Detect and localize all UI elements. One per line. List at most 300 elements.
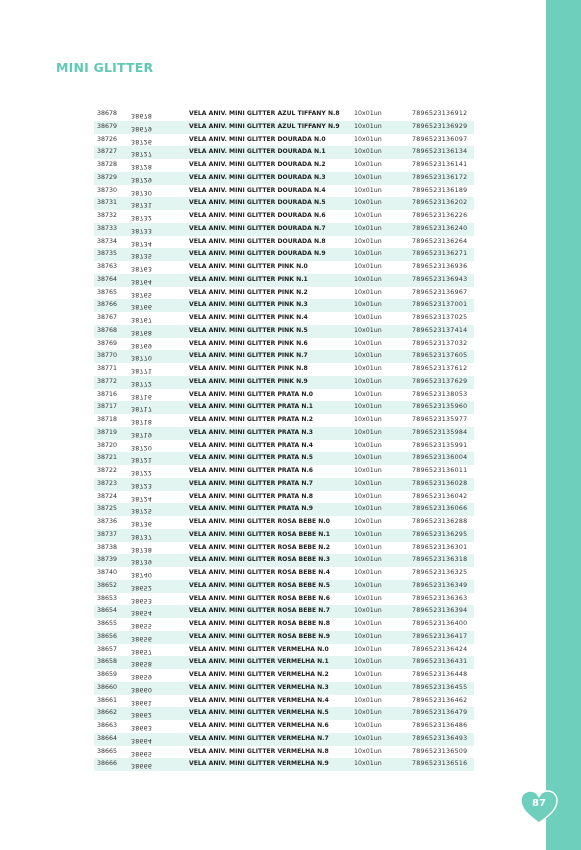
product-code: 38733 [97,224,118,232]
product-table [94,108,474,771]
table-row [94,580,474,593]
pack-size: 10x01un [354,416,382,423]
product-description: VELA ANIV. MINI GLITTER PINK N.1 [189,275,308,283]
product-code: 38653 [97,594,118,602]
pack-size: 10x01un [354,467,382,474]
table-row [94,529,474,542]
pack-size: 10x01un [354,658,382,666]
mirrored-code: 38731 [131,201,153,208]
product-description: VELA ANIV. MINI GLITTER VERMELHA N.3 [189,683,329,691]
product-code: 38731 [97,199,118,207]
ean-code: 7896523136400 [412,620,468,627]
product-description: VELA ANIV. MINI GLITTER VERMELHA N.5 [189,709,329,717]
mirrored-code: 38678 [131,111,153,119]
table-row [94,695,474,708]
mirrored-code: 38728 [131,162,153,170]
table-row [94,325,474,338]
pack-size: 10x01un [354,428,382,436]
ean-code: 7896523136417 [412,632,468,640]
table-row [94,593,474,606]
table-row [94,733,474,746]
pack-size: 10x01un [354,594,382,602]
pack-size: 10x01un [354,454,382,462]
mirrored-code: 38765 [131,290,153,298]
product-description: VELA ANIV. MINI GLITTER PRATA N.3 [189,428,314,436]
ean-code: 7896523137612 [412,365,468,372]
product-description: VELA ANIV. MINI GLITTER VERMELHA N.1 [189,658,329,666]
product-code: 38740 [97,569,118,576]
ean-code: 7896523136516 [412,760,468,768]
mirrored-code: 38721 [131,456,153,463]
product-code: 38726 [97,135,118,143]
pack-size: 10x01un [354,110,382,117]
pack-size: 10x01un [354,186,382,194]
table-row [94,274,474,287]
mirrored-code: 38716 [131,392,153,400]
mirrored-code: 38653 [131,596,153,604]
table-row [94,401,474,414]
pack-size: 10x01un [354,556,382,564]
product-code: 38660 [97,683,118,691]
product-description: VELA ANIV. MINI GLITTER PINK N.8 [189,365,308,372]
product-code: 38739 [97,556,118,564]
product-description: VELA ANIV. MINI GLITTER DOURADA N.8 [189,237,326,245]
product-code: 38665 [97,747,118,755]
mirrored-code: 38723 [131,481,153,489]
product-code: 38662 [97,709,118,717]
pack-size: 10x01un [354,250,382,258]
product-code: 38719 [97,428,118,436]
product-description: VELA ANIV. MINI GLITTER PRATA N.5 [189,454,314,462]
pack-size: 10x01un [354,505,382,513]
pack-size: 10x01un [354,173,382,181]
product-description: VELA ANIV. MINI GLITTER DOURADA N.6 [189,212,326,219]
mirrored-code: 38768 [131,328,153,336]
product-code: 38654 [97,607,118,615]
product-code: 38722 [97,467,118,474]
mirrored-code: 38740 [131,570,153,578]
ean-code: 7896523136967 [412,288,468,296]
mirrored-code: 38736 [131,519,153,527]
table-row [94,440,474,453]
pack-size: 10x01un [354,199,382,207]
mirrored-code: 38656 [131,634,153,642]
product-description: VELA ANIV. MINI GLITTER ROSA BEBE N.8 [189,620,330,627]
pack-size: 10x01un [354,390,382,398]
side-accent-bar [546,0,581,850]
pack-size: 10x01un [354,339,382,347]
product-description: VELA ANIV. MINI GLITTER PRATA N.4 [189,441,314,449]
ean-code: 7896523136912 [412,110,468,117]
mirrored-code: 38764 [131,277,153,285]
pack-size: 10x01un [354,403,382,411]
table-row [94,236,474,249]
mirrored-code: 38724 [131,494,153,502]
product-code: 38769 [97,339,118,347]
table-row [94,491,474,504]
pack-size: 10x01un [354,224,382,232]
product-code: 38717 [97,403,118,411]
product-description: VELA ANIV. MINI GLITTER PRATA N.7 [189,479,314,487]
table-row [94,312,474,325]
ean-code: 7896523137605 [412,352,468,360]
pack-size: 10x01un [354,275,382,283]
ean-code: 7896523136004 [412,454,468,462]
product-description: VELA ANIV. MINI GLITTER VERMELHA N.6 [189,722,329,729]
mirrored-code: 38718 [131,417,153,425]
pack-size: 10x01un [354,581,382,589]
ean-code: 7896523136394 [412,607,468,615]
pack-size: 10x01un [354,212,382,219]
ean-code: 7896523136455 [412,683,468,691]
table-row [94,452,474,465]
product-description: VELA ANIV. MINI GLITTER DOURADA N.2 [189,161,326,168]
product-description: VELA ANIV. MINI GLITTER DOURADA N.0 [189,135,326,143]
product-code: 38718 [97,416,118,423]
product-code: 38767 [97,314,118,321]
mirrored-code: 38720 [131,443,153,451]
mirrored-code: 38730 [131,188,153,196]
mirrored-code: 38663 [131,723,153,731]
product-code: 38657 [97,645,118,653]
mirrored-code: 38770 [131,354,153,361]
product-description: VELA ANIV. MINI GLITTER AZUL TIFFANY N.9 [189,122,340,130]
table-row [94,682,474,695]
product-description: VELA ANIV. MINI GLITTER PRATA N.1 [189,403,314,411]
pack-size: 10x01un [354,135,382,143]
ean-code: 7896523135991 [412,441,468,449]
product-code: 38763 [97,263,118,270]
mirrored-code: 38726 [131,137,153,145]
product-code: 38765 [97,288,118,296]
ean-code: 7896523136479 [412,709,468,717]
product-code: 38656 [97,632,118,640]
product-description: VELA ANIV. MINI GLITTER PINK N.4 [189,314,308,321]
mirrored-code: 38763 [131,264,153,272]
table-row [94,669,474,682]
ean-code: 7896523136363 [412,594,468,602]
pack-size: 10x01un [354,645,382,653]
mirrored-code: 38660 [131,685,153,693]
product-description: VELA ANIV. MINI GLITTER PRATA N.9 [189,505,314,513]
ean-code: 7896523136264 [412,237,468,245]
pack-size: 10x01un [354,326,382,334]
mirrored-code: 38717 [131,405,153,412]
product-code: 38771 [97,365,118,372]
ean-code: 7896523136431 [412,658,468,666]
pack-size: 10x01un [354,569,382,576]
table-row [94,121,474,134]
ean-code: 7896523136325 [412,569,468,576]
ean-code: 7896523136011 [412,467,468,474]
product-code: 38728 [97,161,118,168]
pack-size: 10x01un [354,620,382,627]
ean-code: 7896523136172 [412,173,468,181]
ean-code: 7896523135984 [412,428,468,436]
product-code: 38737 [97,530,118,538]
table-row [94,618,474,631]
product-code: 38764 [97,275,118,283]
mirrored-code: 38772 [131,379,153,387]
section-heading: MINI GLITTER [56,60,154,75]
pack-size: 10x01un [354,301,382,309]
pack-size: 10x01un [354,696,382,704]
product-description: VELA ANIV. MINI GLITTER ROSA BEBE N.0 [189,518,330,525]
table-row [94,261,474,274]
ean-code: 7896523136226 [412,212,468,219]
product-code: 38730 [97,186,118,194]
pack-size: 10x01un [354,288,382,296]
table-row [94,146,474,159]
product-description: VELA ANIV. MINI GLITTER VERMELHA N.7 [189,734,329,742]
pack-size: 10x01un [354,671,382,678]
pack-size: 10x01un [354,734,382,742]
mirrored-code: 38661 [131,698,153,706]
table-row [94,503,474,516]
mirrored-code: 38665 [131,749,153,757]
product-description: VELA ANIV. MINI GLITTER PINK N.3 [189,301,308,309]
ean-code: 7896523136318 [412,556,468,564]
product-description: VELA ANIV. MINI GLITTER VERMELHA N.4 [189,696,329,704]
ean-code: 7896523136134 [412,148,468,156]
mirrored-code: 38658 [131,660,153,667]
ean-code: 7896523135977 [412,416,468,423]
table-row [94,758,474,771]
product-description: VELA ANIV. MINI GLITTER PINK N.5 [189,326,308,334]
product-description: VELA ANIV. MINI GLITTER DOURADA N.9 [189,250,326,258]
mirrored-code: 38734 [131,239,153,247]
ean-code: 7896523137032 [412,339,468,347]
page-number-badge [520,790,558,824]
product-code: 38723 [97,479,118,487]
table-row [94,389,474,402]
product-code: 38736 [97,518,118,525]
mirrored-code: 38659 [131,672,153,680]
product-description: VELA ANIV. MINI GLITTER VERMELHA N.8 [189,747,329,755]
product-description: VELA ANIV. MINI GLITTER PRATA N.0 [189,390,314,398]
table-row [94,248,474,261]
pack-size: 10x01un [354,479,382,487]
mirrored-code: 38666 [131,762,153,769]
table-row [94,210,474,223]
product-code: 38768 [97,326,118,334]
ean-code: 7896523136486 [412,722,468,729]
ean-code: 7896523136288 [412,518,468,525]
pack-size: 10x01un [354,161,382,168]
ean-code: 7896523136271 [412,250,468,258]
mirrored-code: 38733 [131,226,153,234]
mirrored-code: 38729 [131,175,153,183]
pack-size: 10x01un [354,760,382,768]
product-code: 38664 [97,734,118,742]
product-code: 38663 [97,722,118,729]
table-row [94,197,474,210]
product-code: 38716 [97,390,118,398]
product-description: VELA ANIV. MINI GLITTER PINK N.9 [189,377,308,385]
pack-size: 10x01un [354,352,382,360]
table-row [94,427,474,440]
ean-code: 7896523136028 [412,479,468,487]
mirrored-code: 38652 [131,583,153,591]
pack-size: 10x01un [354,263,382,270]
product-description: VELA ANIV. MINI GLITTER ROSA BEBE N.6 [189,594,330,602]
ean-code: 7896523135960 [412,403,468,411]
product-description: VELA ANIV. MINI GLITTER PINK N.7 [189,352,308,360]
ean-code: 7896523137629 [412,377,468,385]
ean-code: 7896523137414 [412,326,468,334]
product-code: 38738 [97,543,118,551]
mirrored-code: 38655 [131,621,153,629]
pack-size: 10x01un [354,148,382,156]
product-code: 38655 [97,620,118,627]
product-code: 38770 [97,352,118,360]
table-row [94,746,474,759]
mirrored-code: 38767 [131,315,153,323]
pack-size: 10x01un [354,518,382,525]
table-row [94,656,474,669]
product-code: 38659 [97,671,118,678]
pack-size: 10x01un [354,365,382,372]
pack-size: 10x01un [354,683,382,691]
pack-size: 10x01un [354,237,382,245]
ean-code: 7896523136462 [412,696,468,704]
pack-size: 10x01un [354,441,382,449]
pack-size: 10x01un [354,709,382,717]
ean-code: 7896523136301 [412,543,468,551]
table-row [94,414,474,427]
product-code: 38666 [97,760,118,768]
page-number: 87 [532,798,546,809]
product-description: VELA ANIV. MINI GLITTER ROSA BEBE N.7 [189,607,330,615]
table-row [94,707,474,720]
table-row [94,223,474,236]
table-row [94,567,474,580]
product-description: VELA ANIV. MINI GLITTER DOURADA N.1 [189,148,326,156]
mirrored-code: 38662 [131,711,153,718]
ean-code: 7896523136448 [412,671,468,678]
product-code: 38678 [97,110,118,117]
mirrored-code: 38725 [131,507,153,514]
ean-code: 7896523136295 [412,530,468,538]
product-code: 38724 [97,492,118,500]
pack-size: 10x01un [354,632,382,640]
table-row [94,478,474,491]
table-row [94,134,474,147]
mirrored-code: 38735 [131,252,153,259]
product-description: VELA ANIV. MINI GLITTER DOURADA N.7 [189,224,326,232]
product-description: VELA ANIV. MINI GLITTER DOURADA N.5 [189,199,326,207]
product-code: 38721 [97,454,118,462]
table-row [94,185,474,198]
table-row [94,338,474,351]
table-row [94,299,474,312]
ean-code: 7896523136424 [412,645,468,653]
product-code: 38652 [97,581,118,589]
mirrored-code: 38738 [131,545,153,553]
table-row [94,350,474,363]
ean-code: 7896523136493 [412,734,468,742]
ean-code: 7896523137001 [412,301,468,309]
product-code: 38772 [97,377,118,385]
product-description: VELA ANIV. MINI GLITTER PINK N.0 [189,263,308,270]
table-row [94,363,474,376]
product-description: VELA ANIV. MINI GLITTER PRATA N.2 [189,416,314,423]
mirrored-code: 38771 [131,366,153,374]
product-description: VELA ANIV. MINI GLITTER AZUL TIFFANY N.8 [189,110,340,117]
table-row [94,720,474,733]
mirrored-code: 38654 [131,609,153,616]
table-row [94,631,474,644]
mirrored-code: 38739 [131,558,153,565]
ean-code: 7896523138053 [412,390,468,398]
product-description: VELA ANIV. MINI GLITTER DOURADA N.4 [189,186,326,194]
product-description: VELA ANIV. MINI GLITTER PRATA N.8 [189,492,314,500]
product-description: VELA ANIV. MINI GLITTER PINK N.6 [189,339,308,347]
mirrored-code: 38766 [131,303,153,310]
table-row [94,108,474,121]
product-code: 38735 [97,250,118,258]
table-row [94,376,474,389]
pack-size: 10x01un [354,492,382,500]
ean-code: 7896523136349 [412,581,468,589]
ean-code: 7896523136141 [412,161,468,168]
product-description: VELA ANIV. MINI GLITTER ROSA BEBE N.1 [189,530,330,538]
pack-size: 10x01un [354,722,382,729]
ean-code: 7896523136042 [412,492,468,500]
ean-code: 7896523136929 [412,122,468,130]
table-row [94,644,474,657]
product-code: 38725 [97,505,118,513]
ean-code: 7896523136943 [412,275,468,283]
table-row [94,287,474,300]
product-description: VELA ANIV. MINI GLITTER DOURADA N.3 [189,173,326,181]
mirrored-code: 38722 [131,468,153,476]
product-code: 38732 [97,212,118,219]
product-description: VELA ANIV. MINI GLITTER ROSA BEBE N.5 [189,581,330,589]
pack-size: 10x01un [354,543,382,551]
product-description: VELA ANIV. MINI GLITTER ROSA BEBE N.4 [189,569,330,576]
mirrored-code: 38737 [131,532,153,540]
product-code: 38658 [97,658,118,666]
product-description: VELA ANIV. MINI GLITTER ROSA BEBE N.2 [189,543,330,551]
product-description: VELA ANIV. MINI GLITTER VERMELHA N.9 [189,760,329,768]
mirrored-code: 38727 [131,150,153,157]
ean-code: 7896523136202 [412,199,468,207]
table-row [94,516,474,529]
pack-size: 10x01un [354,607,382,615]
mirrored-code: 38719 [131,430,153,438]
ean-code: 7896523136189 [412,186,468,194]
product-description: VELA ANIV. MINI GLITTER VERMELHA N.2 [189,671,329,678]
product-description: VELA ANIV. MINI GLITTER ROSA BEBE N.9 [189,632,330,640]
product-code: 38679 [97,122,118,130]
product-description: VELA ANIV. MINI GLITTER ROSA BEBE N.3 [189,556,330,564]
pack-size: 10x01un [354,530,382,538]
mirrored-code: 38664 [131,736,153,744]
product-description: VELA ANIV. MINI GLITTER VERMELHA N.0 [189,645,329,653]
ean-code: 7896523136240 [412,224,468,232]
mirrored-code: 38679 [131,124,153,132]
ean-code: 7896523136509 [412,747,468,755]
product-code: 38729 [97,173,118,181]
product-description: VELA ANIV. MINI GLITTER PINK N.2 [189,288,308,296]
product-code: 38727 [97,148,118,156]
table-row [94,554,474,567]
table-row [94,542,474,555]
pack-size: 10x01un [354,377,382,385]
table-row [94,465,474,478]
product-code: 38734 [97,237,118,245]
